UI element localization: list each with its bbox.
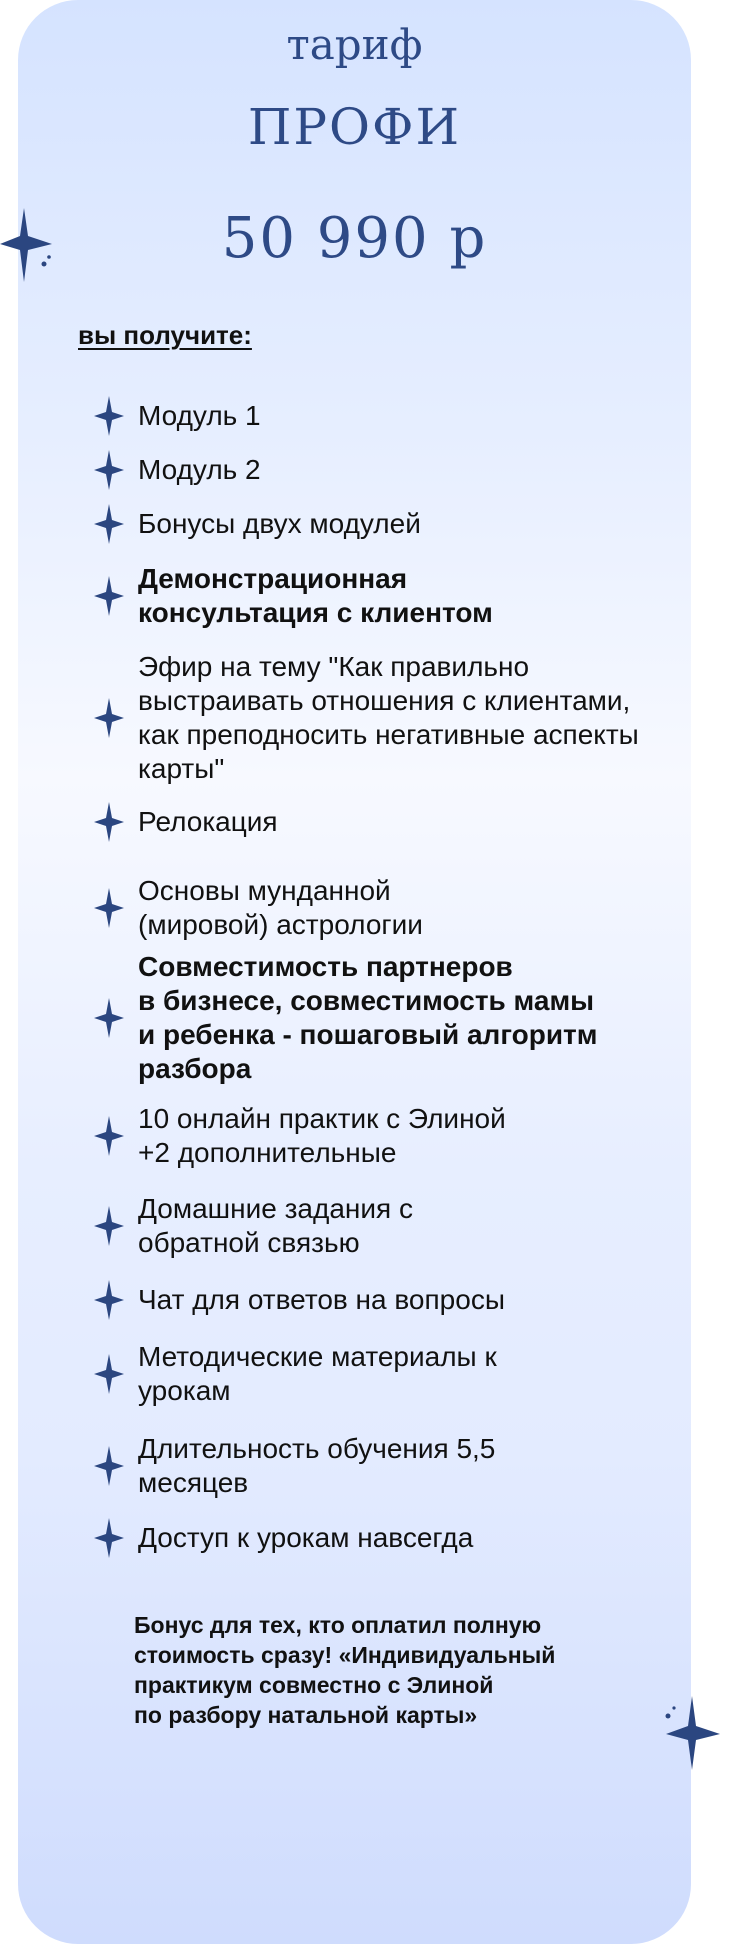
four-point-star-icon (94, 1116, 124, 1156)
sparkle-star-icon (662, 1696, 722, 1775)
feature-label: Эфир на тему "Как правильно выстраивать отношения с клиентами, как преподносить негативные аспекты карты" (138, 651, 639, 784)
feature-item (94, 1280, 674, 1320)
feature-item (94, 504, 674, 544)
feature-label: Демонстрационная консультация с клиентом (138, 563, 493, 628)
feature-label: 10 онлайн практик с Элиной +2 дополнительные (138, 1103, 506, 1168)
four-point-star-icon (94, 1446, 124, 1486)
feature-label: Длительность обучения 5,5 месяцев (138, 1433, 496, 1498)
feature-item (94, 1518, 674, 1558)
feature-item (94, 396, 674, 436)
feature-label: Модуль 1 (138, 400, 261, 431)
tariff-label: тариф (286, 20, 423, 69)
price: 50 990 р (221, 206, 488, 271)
feature-item (94, 1190, 674, 1262)
feature-label: Совместимость партнеров в бизнесе, совместимость мамы и ребенка - пошаговый алгоритм разбора (138, 951, 598, 1084)
feature-label: Методические материалы к урокам (138, 1341, 497, 1406)
four-point-star-icon (94, 1354, 124, 1394)
feature-item (94, 1430, 674, 1502)
feature-item (94, 450, 674, 490)
feature-list (18, 0, 691, 1600)
four-point-star-icon (94, 450, 124, 490)
feature-label: Модуль 2 (138, 454, 261, 485)
four-point-star-icon (94, 998, 124, 1038)
feature-label: Основы мунданной (мировой) астрологии (138, 875, 423, 940)
four-point-star-icon (94, 1518, 124, 1558)
four-point-star-icon (94, 698, 124, 738)
sparkle-star-icon (0, 208, 56, 287)
feature-item (94, 1338, 674, 1410)
four-point-star-icon (94, 888, 124, 928)
feature-label: Доступ к урокам навсегда (138, 1522, 474, 1553)
feature-item (94, 872, 674, 944)
bonus-text: Бонус для тех, кто оплатил полную стоимость сразу! «Индивидуальный практикум совместно с Элиной по разбору натальной карты» (134, 1612, 556, 1728)
four-point-star-icon (94, 1280, 124, 1320)
feature-label: Бонусы двух модулей (138, 508, 421, 539)
four-point-star-icon (94, 576, 124, 616)
four-point-star-icon (94, 396, 124, 436)
feature-item (94, 1100, 674, 1172)
feature-item (94, 648, 674, 788)
plan-name: ПРОФИ (247, 98, 462, 156)
feature-item (94, 560, 674, 632)
feature-item (94, 802, 674, 842)
tariff-card (18, 0, 691, 1944)
feature-label: Чат для ответов на вопросы (138, 1284, 505, 1315)
feature-label: Домашние задания с обратной связью (138, 1193, 413, 1258)
four-point-star-icon (94, 1206, 124, 1246)
feature-item (94, 948, 674, 1088)
four-point-star-icon (94, 504, 124, 544)
four-point-star-icon (94, 802, 124, 842)
benefits-heading: вы получите: (78, 320, 252, 350)
feature-label: Релокация (138, 806, 278, 837)
